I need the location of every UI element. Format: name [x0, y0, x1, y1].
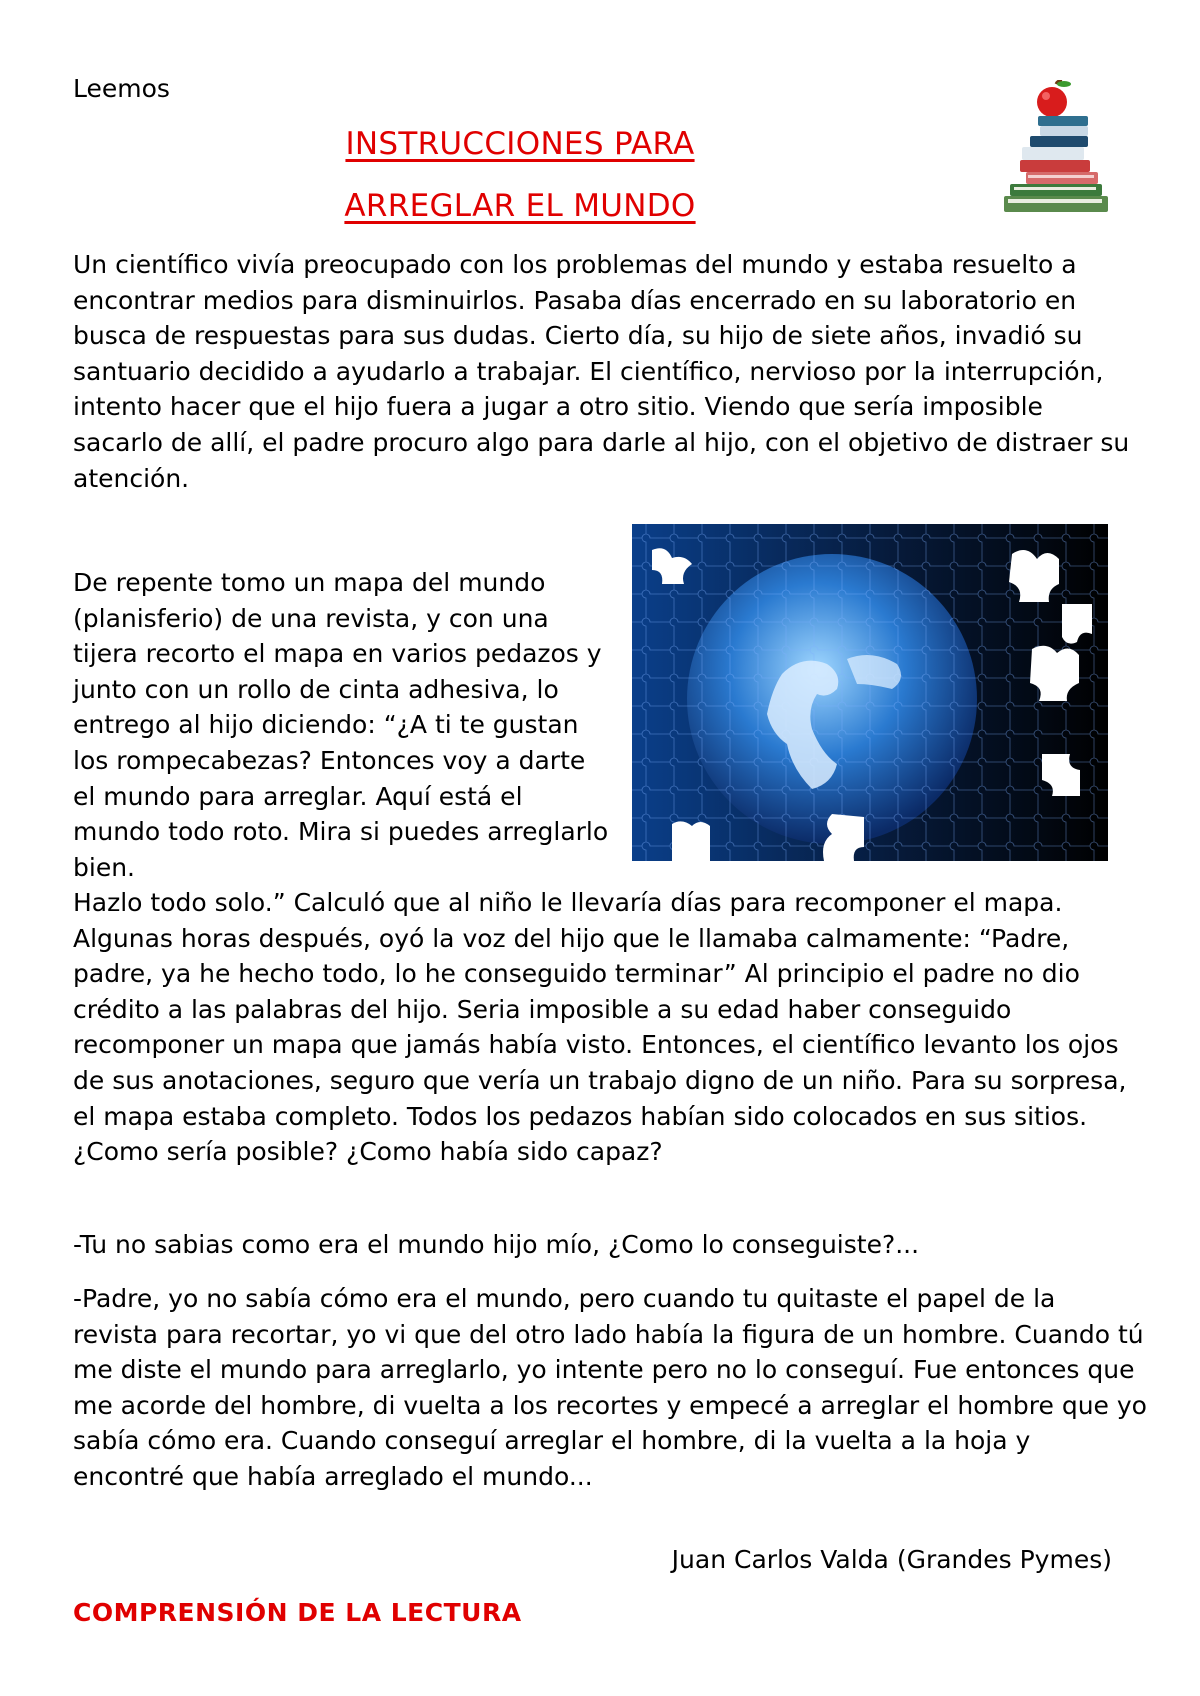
books-with-apple-icon: [1000, 80, 1112, 218]
author-attribution: Juan Carlos Valda (Grandes Pymes): [671, 1545, 1112, 1574]
story-paragraph-2-continued: Hazlo todo solo.” Calculó que al niño le llevaría días para recomponer el mapa. Algunas horas después, oyó la voz del hijo que le llamaba calmamente: “Padre, padre, ya he hecho todo, lo he conseguido terminar” Al principio el padre no dio crédito a las palabras del hijo. Seria imposible a su edad haber conseguido recomponer un mapa que jamás había visto. Entonces, el científico levanto los ojos de sus anotaciones, seguro que vería un trabajo digno de un niño. Para su sorpresa, el mapa estaba completo. Todos los pedazos habían sido colocados en sus sitios. ¿Como sería posible? ¿Como había sido capaz?: [73, 888, 1127, 1167]
story-paragraph-4: -Padre, yo no sabía cómo era el mundo, pero cuando tu quitaste el papel de la revista para recortar, yo vi que del otro lado había la figura de un hombre. Cuando tú me diste el mundo para arreglarlo, yo intente pero no lo conseguí. Fue entonces que me acorde del hombre, di vuelta a los recortes y empecé a arreglar el hombre que yo sabía cómo era. Cuando conseguí arreglar el hombre, di la vuelta a la hoja y encontré que había arreglado el mundo...: [73, 1284, 1147, 1491]
section-heading: COMPRENSIÓN DE LA LECTURA: [73, 1598, 522, 1627]
puzzle-globe-image: [632, 524, 1108, 861]
story-paragraph-2-wrapped: De repente tomo un mapa del mundo (planisferio) de una revista, y con una tijera recorto el mapa en varios pedazos y junto con un rollo de cinta adhesiva, lo entrego al hijo diciendo: “¿A ti te gustan los rompecabezas? Entonces voy a darte el mundo para arreglar. Aquí está el mundo todo roto. Mira si puedes arreglarlo bien.: [73, 568, 609, 882]
title-line-1: INSTRUCCIONES PARA: [345, 126, 695, 162]
intro-label: Leemos: [73, 74, 170, 103]
story-paragraph-3: -Tu no sabias como era el mundo hijo mío, ¿Como lo conseguiste?...: [73, 1230, 920, 1259]
story-paragraph-1: Un científico vivía preocupado con los problemas del mundo y estaba resuelto a encontrar medios para disminuirlos. Pasaba días encerrado en su laboratorio en busca de respuestas para sus dudas. Cierto día, su hijo de siete años, invadió su santuario decidido a ayudarlo a trabajar. El científico, nervioso por la interrupción, intento hacer que el hijo fuera a jugar a otro sitio. Viendo que sería imposible sacarlo de allí, el padre procuro algo para darle al hijo, con el objetivo de distraer su atención.: [73, 250, 1130, 493]
title-line-2: ARREGLAR EL MUNDO: [344, 188, 696, 224]
